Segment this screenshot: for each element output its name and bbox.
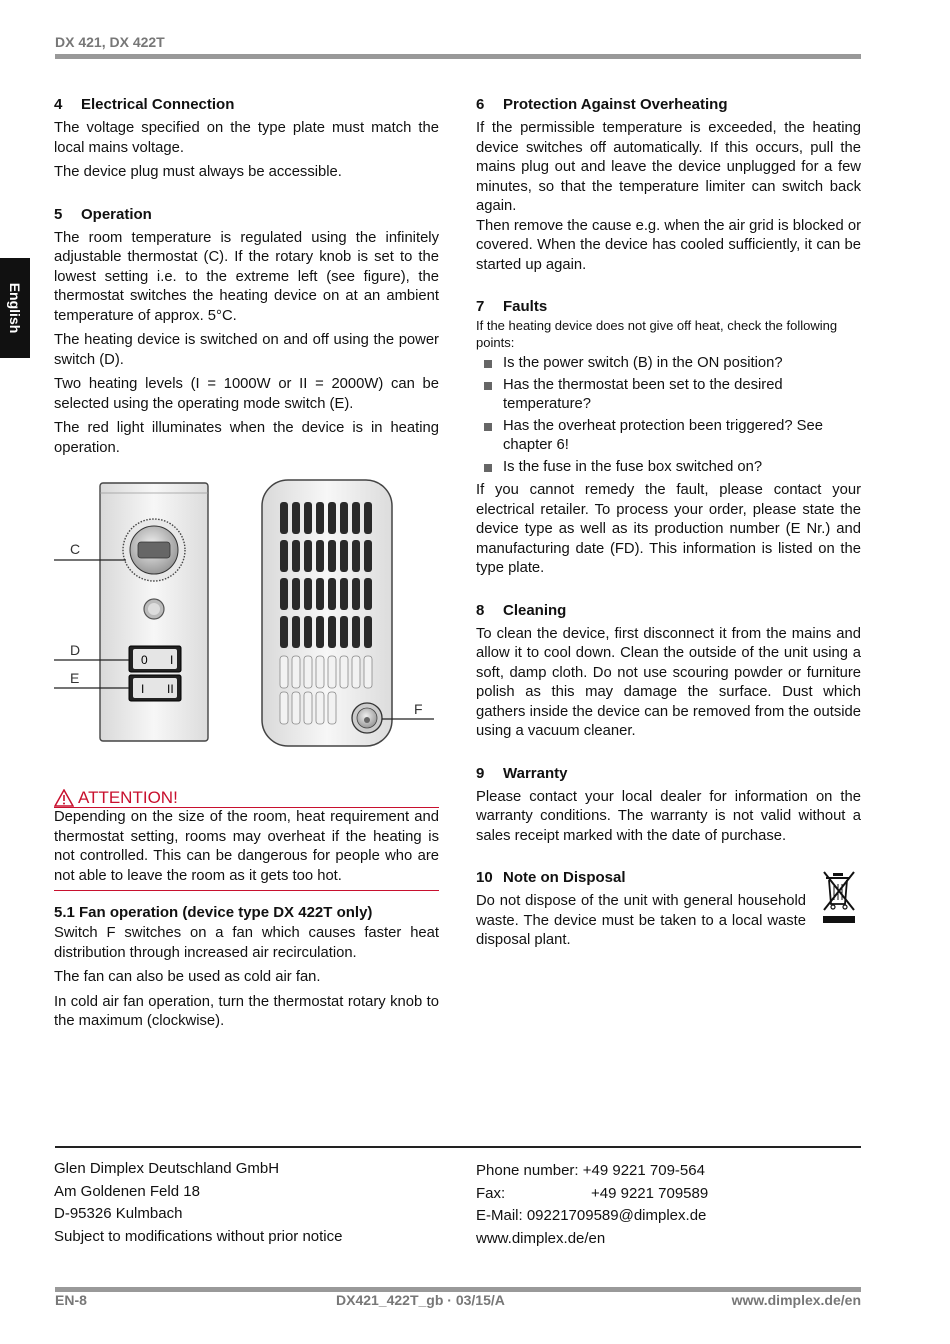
grille-slot [328,540,336,572]
section-faults [476,297,861,579]
company-address [54,1158,342,1248]
grille-slot [352,578,360,610]
section-heading: 5 Operation [54,205,152,223]
attention-notice [54,788,439,891]
mode-switch-level2-label: II [167,682,174,696]
section-heading: 6 Protection Against Overheating [476,96,728,113]
company-street: Am Goldenen Feld 18 [54,1182,200,1200]
grille-slot [304,692,312,724]
faults-intro: If the heating device does not give off heat, check the following points: [476,318,838,350]
footer-website[interactable]: www.dimplex.de/en [731,1292,861,1308]
paragraph: The fan can also be used as cold air fan. [54,969,321,985]
grille-slot [280,656,288,688]
left-column [54,95,439,1037]
paragraph: Do not dispose of the unit with general household waste. The device must be taken to a local waste disposal plant. [476,893,806,948]
language-tab-label: English [7,282,23,334]
grille-slot [364,540,372,572]
section-operation [54,205,439,459]
document-title: DX 421, DX 422T [55,34,165,50]
paragraph: The room temperature is regulated using the infinitely adjustable thermostat (C). If the rotary knob is set to the lowest setting i.e. to the extreme left (see figure), the thermostat switches the heating device on at an ambient temperature of approx. 5°C. [54,229,439,324]
grille-slot [292,578,300,610]
fax-line: Fax: +49 9221 709589 [476,1184,709,1202]
power-switch-on-label: I [170,653,174,667]
grille-slot [352,502,360,534]
section-heading: 8 Cleaning [476,601,567,619]
grille-slot [328,578,336,610]
grille-slot [364,616,372,648]
warning-icon [54,789,74,807]
language-tab [0,258,30,358]
grille-slot [364,656,372,688]
grille-slot [292,692,300,724]
paragraph: The heating device is switched on and off using the power switch (D). [54,332,439,368]
section-heading: 4 Electrical Connection [54,96,235,113]
paragraph: If the permissible temperature is exceeded, the heating device switches off automatically. If this occurs, pull the mains plug out and leave the device unplugged for a few minutes, so that the temperature limiter can switch back again. [476,120,861,214]
paragraph: If you cannot remedy the fault, please contact your electrical retailer. To process your order, please state the device type as well as its production number (E Nr.) and manufacturing date (FD). This information is listed on the type plate. [476,482,861,576]
attention-heading [54,788,439,807]
section-electrical-connection [54,95,439,183]
callout-c: C [70,541,81,557]
section-disposal [476,868,861,951]
section-heading: 10 Note on Disposal [476,869,626,886]
grille-slot [328,616,336,648]
heater-illustration [54,468,439,768]
modification-notice: Subject to modifications without prior notice [54,1227,343,1245]
power-switch-off-label: 0 [141,653,148,667]
paragraph: The red light illuminates when the device is in heating operation. [54,420,439,456]
callout-e: E [70,670,80,686]
page-number: EN-8 [55,1292,87,1308]
grille-slot [340,616,348,648]
grille-slot [316,692,324,724]
grille-slot [352,616,360,648]
grille-slot [304,656,312,688]
attention-text: Depending on the size of the room, heat requirement and thermostat setting, rooms may overheat if the heating is not controlled. This can be dangerous for people who are not able to leave the room as it gets too hot. [54,809,439,884]
header-rule [55,54,861,59]
grille-slot [316,656,324,688]
section-heading: 9 Warranty [476,764,568,782]
fan-switch [352,703,382,733]
grille-slot [304,540,312,572]
attention-title: ATTENTION! [78,788,178,807]
grille-slot [304,578,312,610]
section-cleaning [476,601,861,742]
mode-switch-level1-label: I [141,682,145,696]
subsection-heading: 5.1 Fan operation (device type DX 422T only) [54,904,373,921]
paragraph: Two heating levels (I = 1000W or II = 2000W) can be selected using the operating mode switch (E). [54,376,439,412]
grille-slot [280,692,288,724]
grille-slot [328,656,336,688]
grille-slot [316,502,324,534]
paragraph: Switch F switches on a fan which causes faster heat distribution through increased air recirculation. [54,925,439,961]
right-column [476,95,861,956]
grille-slot [280,578,288,610]
grille-slot [352,656,360,688]
paragraph: The device plug must always be accessible. [54,164,342,180]
grille-slot [304,616,312,648]
email-line: E-Mail: 09221709589@dimplex.de [476,1207,707,1224]
power-switch [129,646,181,672]
grille-slot [340,656,348,688]
website-link[interactable]: www.dimplex.de/en [476,1229,606,1247]
company-city: D-95326 Kulmbach [54,1205,183,1222]
grille-slot [292,502,300,534]
footer-rule [55,1146,861,1148]
callout-f: F [414,701,423,717]
attention-box [54,807,439,891]
grille-slot [292,616,300,648]
section-fan-operation [54,903,439,1032]
thermostat-knob [123,519,185,581]
section-heading: 7 Faults [476,298,548,315]
section-warranty [476,764,861,847]
section-overheating [476,95,861,275]
paragraph: Please contact your local dealer for information on the warranty conditions. The warranty is not valid without a sales receipt marked with the date of purchase. [476,788,861,844]
grille-slot [316,616,324,648]
grille-slot [280,502,288,534]
grille-slot [328,502,336,534]
grille-slot [328,692,336,724]
mode-switch [129,675,181,701]
faults-checklist [476,354,861,477]
grille-slot [280,540,288,572]
grille-slot [352,540,360,572]
paragraph: Then remove the cause e.g. when the air grid is blocked or covered. When the device has cooled sufficiently, it can be started up again. [476,217,861,273]
paragraph: To clean the device, first disconnect it from the mains and allow it to cool down. Clean the outside of the unit using a soft, damp cloth. Do not use scouring powder or furniture polish as this may damage the surface. Dust which gathers inside the device can be removed from the outside using a vacuum cleaner. [476,625,861,739]
grille-slot [280,616,288,648]
paragraph: In cold air fan operation, turn the thermostat rotary knob to the maximum (clockwise). [54,993,439,1029]
list-item: Has the overheat protection been triggered? See chapter 6! [476,417,861,456]
grille-slot [364,578,372,610]
company-contact [476,1160,708,1250]
grille-slot [340,578,348,610]
grille-slot [304,502,312,534]
document-id: DX421_422T_gb · 03/15/A [336,1292,505,1308]
list-item: Is the power switch (B) in the ON position? [476,354,861,374]
grille-slot [340,502,348,534]
phone-line: Phone number: +49 9221 709-564 [476,1162,705,1179]
list-item: Has the thermostat been set to the desired temperature? [476,376,861,415]
grille-slot [316,540,324,572]
grille-slot [292,540,300,572]
paragraph: The voltage specified on the type plate must match the local mains voltage. [54,120,439,156]
list-item: Is the fuse in the fuse box switched on? [476,458,861,478]
company-name: Glen Dimplex Deutschland GmbH [54,1160,280,1177]
heater-figure [54,468,439,768]
callout-d: D [70,642,81,658]
crossed-bin-icon [821,870,857,926]
grille-slot [364,502,372,534]
grille-slot [340,540,348,572]
grille-slot [292,656,300,688]
grille-slot [316,578,324,610]
